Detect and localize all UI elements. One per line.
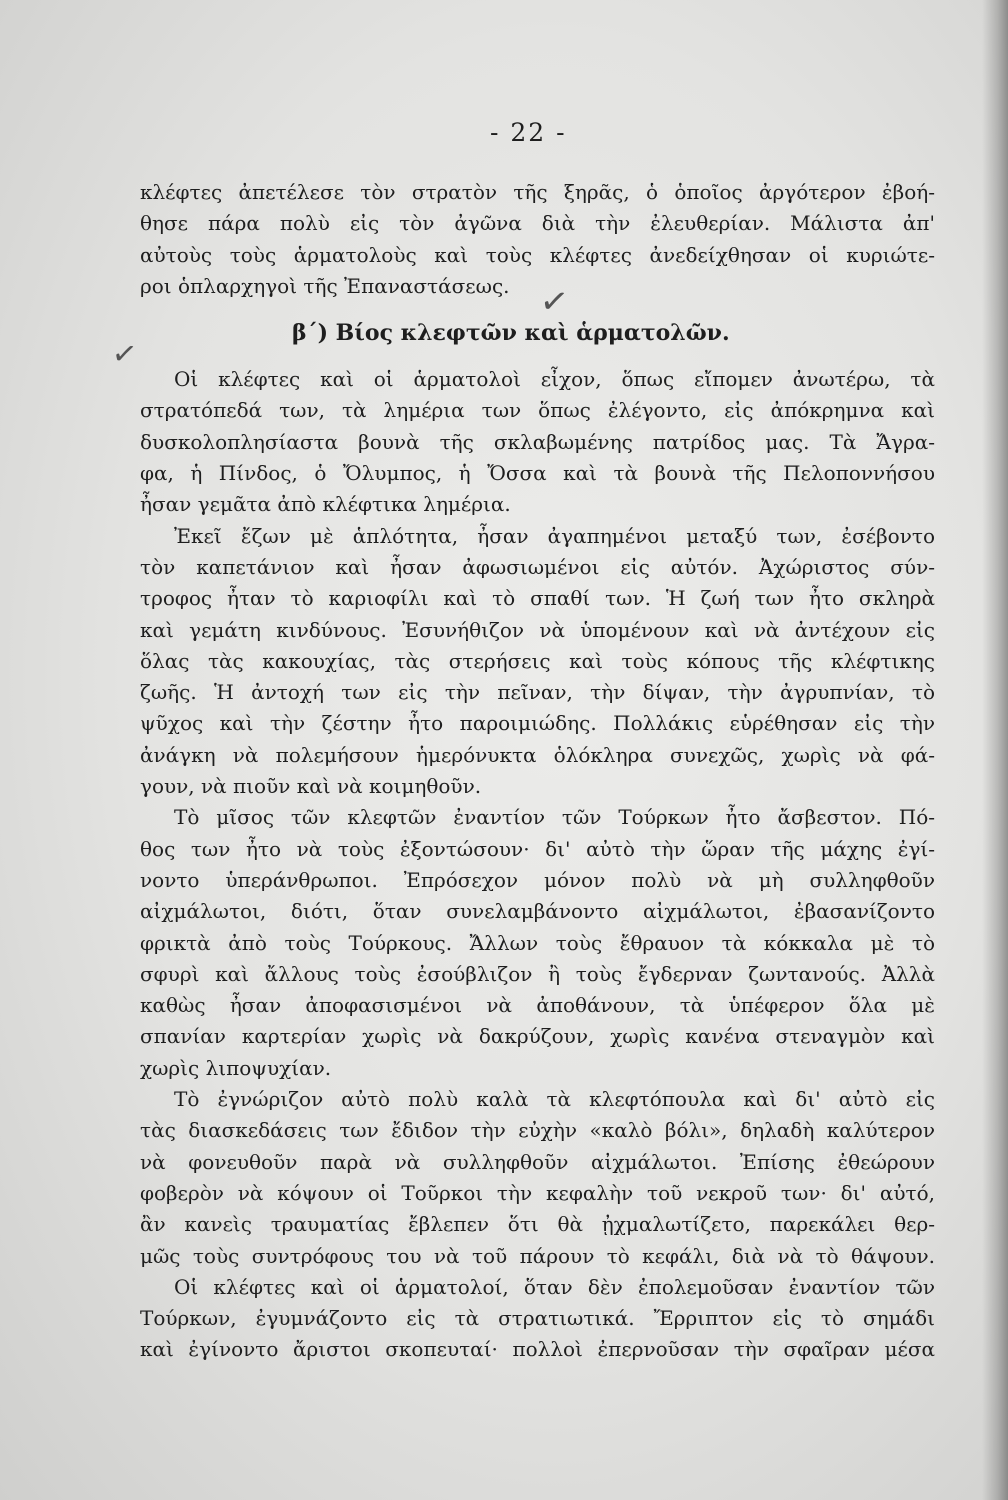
text-line: μῶς τοὺς συντρόφους του νὰ τοῦ πάρουν τὸ κεφάλι, διὰ νὰ τὸ θάψουν. [140,1243,935,1268]
text-line: ὅλας τὰς κακουχίας, τὰς στερήσεις καὶ τοὺς κόπους τῆς κλέφτικης [140,648,935,673]
text-line: ἀνάγκη νὰ πολεμήσουν ἡμερόνυκτα ὁλόκληρα συνεχῶς, χωρὶς νὰ φά- [140,742,935,767]
text-line: καθὼς ἦσαν ἀποφασισμένοι νὰ ἀποθάνουν, τὰ ὑπέφερον ὅλα μὲ [140,993,935,1018]
text-line: χωρὶς λιποψυχίαν. [140,1055,332,1080]
text-line: Τούρκων, ἐγυμνάζοντο εἰς τὰ στρατιωτικά. Ἔρριπτον εἰς τὸ σημάδι [140,1306,935,1331]
text-line: τροφος ἦταν τὸ καριοφίλι καὶ τὸ σπαθί των. Ἡ ζωή των ἦτο σκληρὰ [140,586,935,611]
text-line: αὐτοὺς τοὺς ἁρματολοὺς καὶ τοὺς κλέφτες ἀνεδείχθησαν οἱ κυριώτε- [140,242,935,267]
text-line: φρικτὰ ἀπὸ τοὺς Τούρκους. Ἄλλων τοὺς ἔθραυον τὰ κόκκαλα μὲ τὸ [140,930,935,955]
text-line: καὶ γεμάτη κινδύνους. Ἐσυνήθιζον νὰ ὑπομένουν καὶ νὰ ἀντέχουν εἰς [140,617,935,642]
text-line: θησε πάρα πολὺ εἰς τὸν ἀγῶνα διὰ τὴν ἐλευθερίαν. Μάλιστα ἀπ' [140,211,935,236]
text-line: σφυρὶ καὶ ἄλλους τοὺς ἐσούβλιζον ἢ τοὺς ἔγδερναν ζωντανούς. Ἀλλὰ [140,961,935,986]
text-line: κλέφτες ἀπετέλεσε τὸν στρατὸν τῆς ξηρᾶς, ὁ ὁποῖος ἀργότερον ἐβοή- [140,180,935,204]
text-line: στρατόπεδά των, τὰ λημέρια των ὅπως ἐλέγοντο, εἰς ἀπόκρημνα καὶ [140,398,935,423]
text-line: θος των ἦτο νὰ τοὺς ἐξοντώσουν· δι' αὐτὸ τὴν ὥραν τῆς μάχης ἐγί- [140,836,935,861]
text-line: ψῦχος καὶ τὴν ζέστην ἦτο παροιμιώδης. Πολλάκις εὑρέθησαν εἰς τὴν [140,711,935,736]
text-line: αἰχμάλωτοι, διότι, ὅταν συνελαμβάνοντο αἰχμάλωτοι, ἐβασανίζοντο [140,899,935,924]
text-line: τὸν καπετάνιον καὶ ἦσαν ἀφωσιωμένοι εἰς αὐτόν. Ἀχώριστος σύν- [140,554,935,579]
text-line: δυσκολοπλησίαστα βουνὰ τῆς σκλαβωμένης πατρίδος μας. Τὰ Ἄγρα- [140,429,935,454]
text-line: καὶ ἐγίνοντο ἄριστοι σκοπευταί· πολλοὶ ἐπερνοῦσαν τὴν σφαῖραν μέσα [140,1337,935,1362]
text-line: σπανίαν καρτερίαν χωρὶς νὰ δακρύζουν, χωρὶς κανένα στεναγμὸν καὶ [140,1024,935,1049]
text-line: νὰ φονευθοῦν παρὰ νὰ συλληφθοῦν αἰχμάλωτοι. Ἐπίσης ἐθεώρουν [140,1149,935,1174]
section-heading: β΄) Βίος κλεφτῶν καὶ ἁρματολῶν. [292,320,730,347]
page-text [140,177,935,1366]
text-line: ἂν κανεὶς τραυματίας ἔβλεπεν ὅτι θὰ ᾐχμαλωτίζετο, παρεκάλει θερ- [140,1212,935,1237]
text-line: ζωῆς. Ἡ ἀντοχή των εἰς τὴν πεῖναν, τὴν δίψαν, τὴν ἀγρυπνίαν, τὸ [140,680,935,705]
text-line: Ἐκεῖ ἔζων μὲ ἁπλότητα, ἦσαν ἀγαπημένοι μεταξύ των, ἐσέβοντο [174,523,935,548]
text-line: Τὸ μῖσος τῶν κλεφτῶν ἐναντίον τῶν Τούρκων ἦτο ἄσβεστον. Πό- [174,805,935,830]
pencil-check-mark: ✓ [109,335,140,374]
text-line: τὰς διασκεδάσεις των ἔδιδον τὴν εὐχὴν «καλὸ βόλι», δηλαδὴ καλύτερον [140,1118,935,1143]
text-line: φοβερὸν νὰ κόψουν οἱ Τοῦρκοι τὴν κεφαλὴν τοῦ νεκροῦ των· δι' αὐτό, [140,1180,935,1205]
page-edge-shadow [982,0,1008,1500]
text-line: ροι ὁπλαρχηγοὶ τῆς Ἐπαναστάσεως. [140,273,510,298]
pencil-check-mark: ✓ [537,280,572,324]
text-line: φα, ἡ Πίνδος, ὁ Ὄλυμπος, ἡ Ὄσσα καὶ τὰ βουνὰ τῆς Πελοποννήσου [140,461,935,486]
text-line: ἦσαν γεμᾶτα ἀπὸ κλέφτικα λημέρια. [140,492,511,517]
page-number: - 22 - [490,118,567,147]
text-line: Οἱ κλέφτες καὶ οἱ ἁρματολοὶ εἶχον, ὅπως εἴπομεν ἀνωτέρω, τὰ [174,367,935,392]
text-line: γουν, νὰ πιοῦν καὶ νὰ κοιμηθοῦν. [140,774,482,799]
text-line: Οἱ κλέφτες καὶ οἱ ἁρματολοί, ὅταν δὲν ἐπολεμοῦσαν ἐναντίον τῶν [174,1274,935,1299]
text-line: Τὸ ἐγνώριζον αὐτὸ πολὺ καλὰ τὰ κλεφτόπουλα καὶ δι' αὐτὸ εἰς [174,1087,935,1112]
text-line: νοντο ὑπεράνθρωποι. Ἐπρόσεχον μόνον πολὺ νὰ μὴ συλληφθοῦν [140,867,935,892]
